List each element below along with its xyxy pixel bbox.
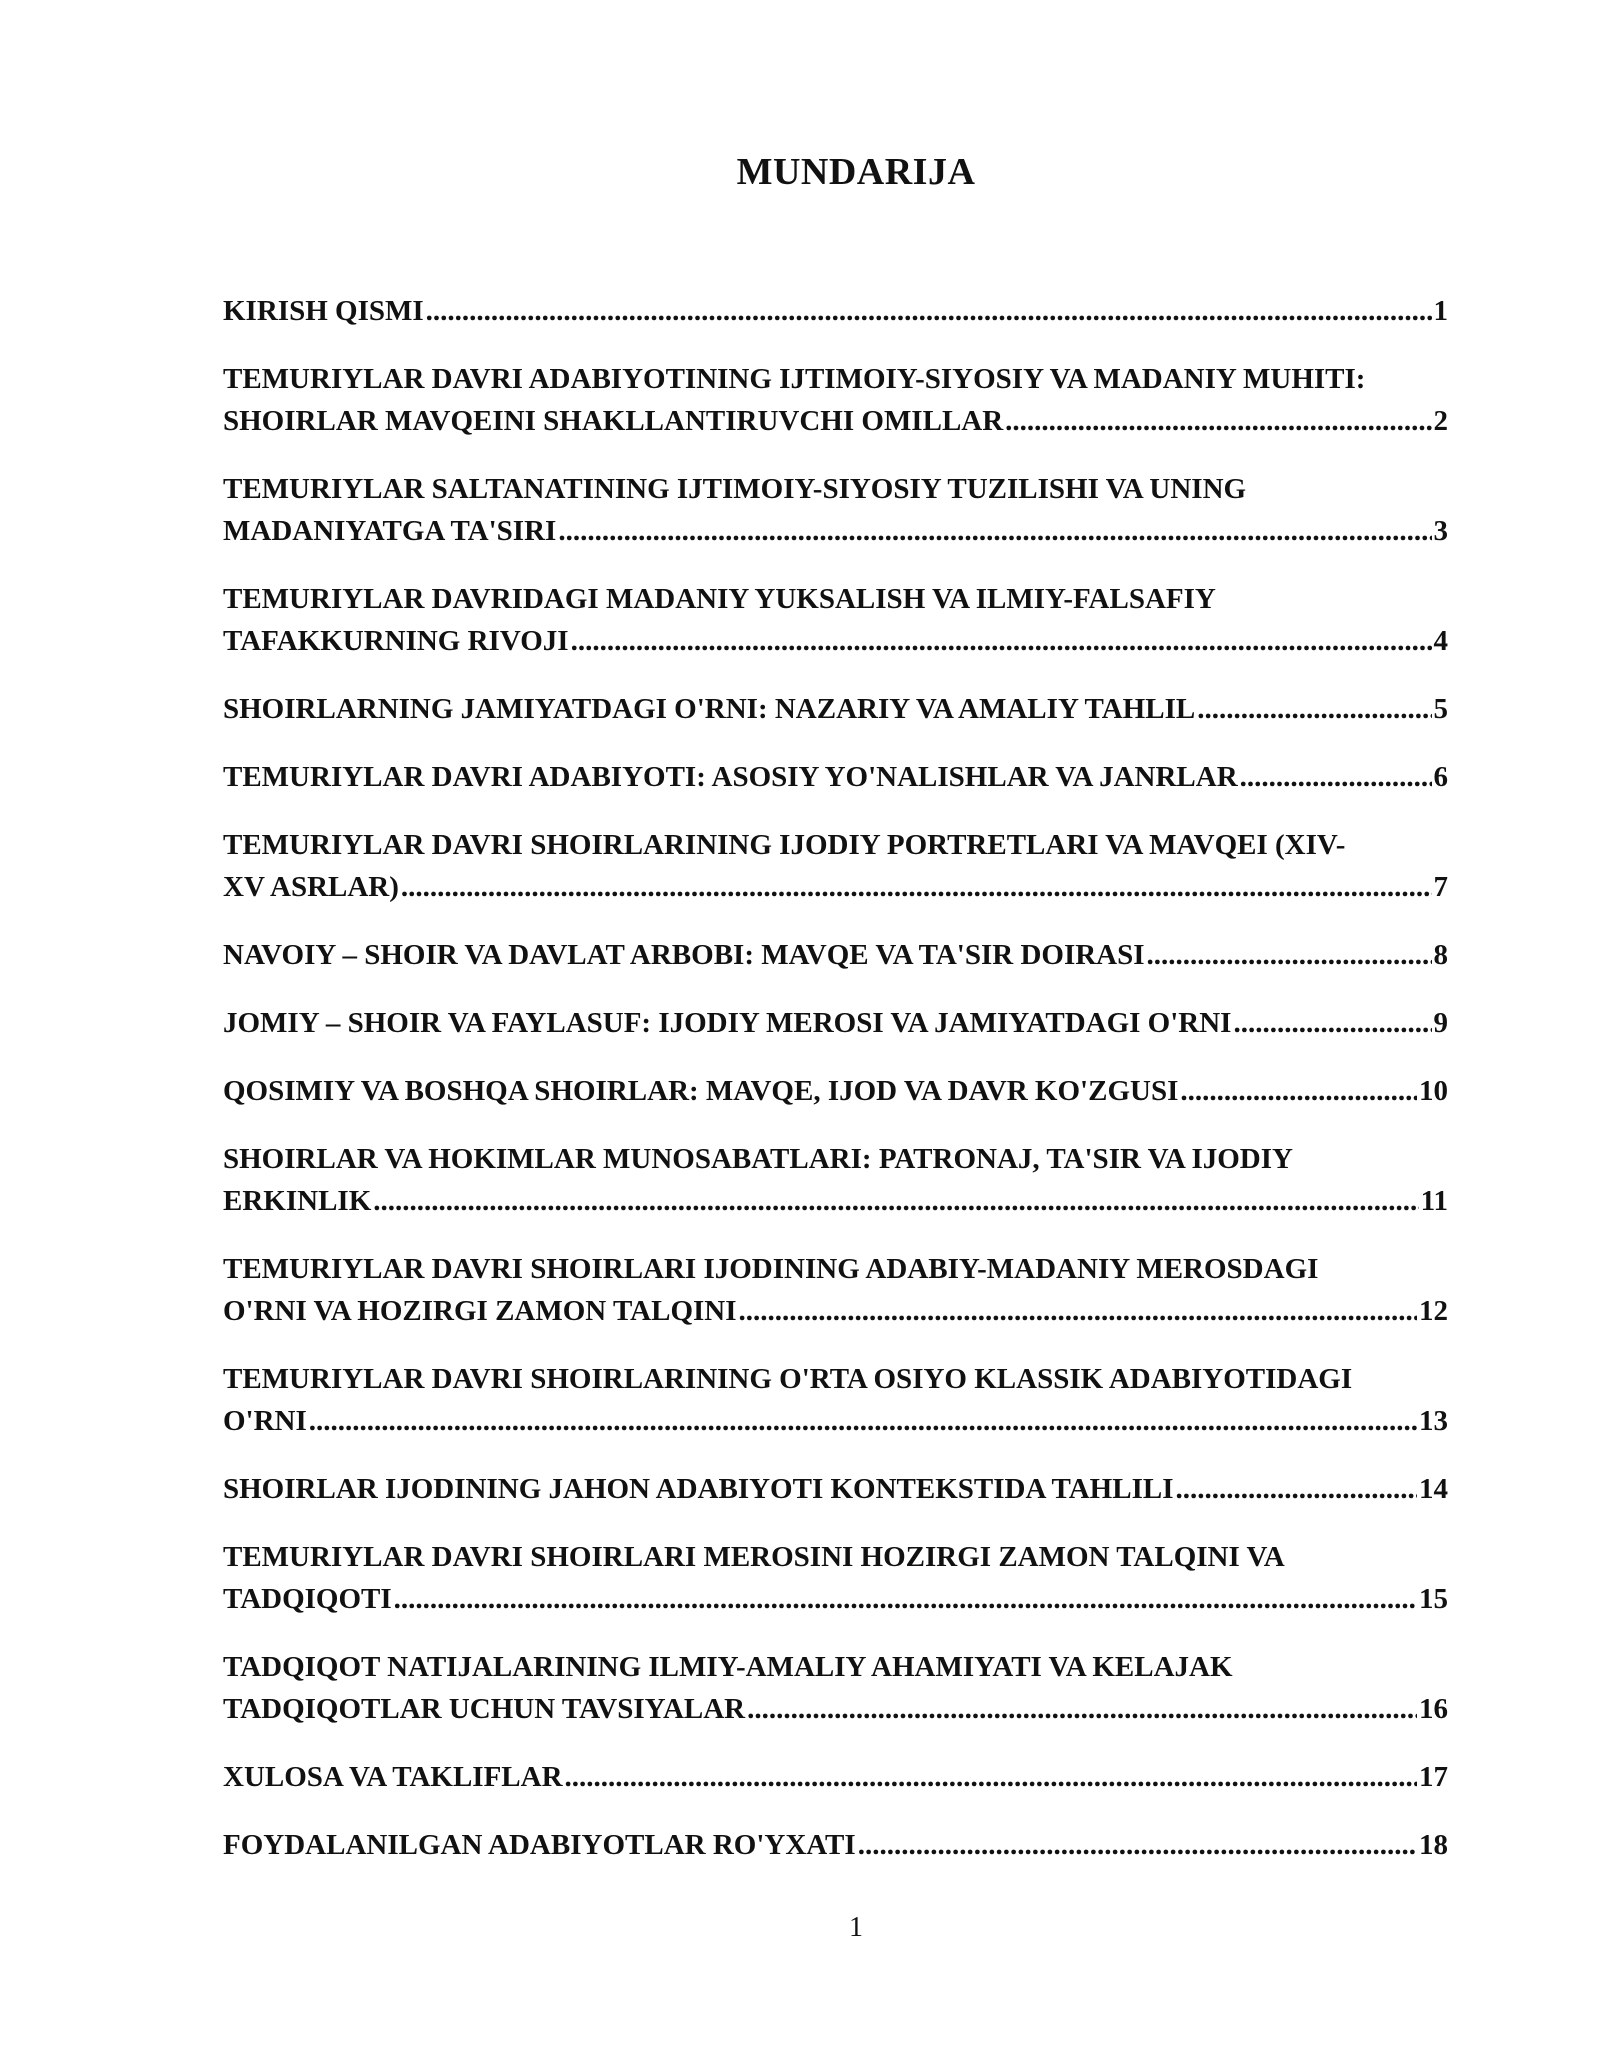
toc-entry[interactable] (223, 756, 1448, 798)
toc-entry-title: TEMURIYLAR DAVRI SHOIRLARINING O'RTA OSIYO KLASSIK ADABIYOTIDAGI (223, 1363, 1353, 1395)
toc-entry-line (223, 1180, 1448, 1222)
toc-entry-title: XULOSA VA TAKLIFLAR (223, 1761, 563, 1793)
toc-entry-title: JOMIY – SHOIR VA FAYLASUF: IJODIY MEROSI VA JAMIYATDAGI O'RNI (223, 1007, 1232, 1039)
toc-entry[interactable] (223, 578, 1448, 662)
toc-entry-line (223, 358, 1448, 400)
toc-entry-title: O'RNI VA HOZIRGI ZAMON TALQINI (223, 1295, 737, 1327)
toc-entry-title: TEMURIYLAR DAVRI SHOIRLARI IJODINING ADABIY-MADANIY MEROSDAGI (223, 1253, 1319, 1285)
toc-entry-title: TEMURIYLAR DAVRI ADABIYOTI: ASOSIY YO'NALISHLAR VA JANRLAR (223, 761, 1238, 793)
page-title: MUNDARIJA (736, 151, 976, 193)
toc-leader-dots (747, 1688, 1417, 1730)
toc-entry-line (223, 578, 1448, 620)
toc-entry-title: XV ASRLAR) (223, 871, 399, 903)
toc-page-number: 4 (1433, 625, 1448, 657)
toc-page-number: 1 (1433, 295, 1448, 327)
toc-leader-dots (401, 866, 1432, 908)
toc-leader-dots (1240, 756, 1432, 798)
toc-entry[interactable] (223, 824, 1448, 908)
toc-entry[interactable] (223, 1358, 1448, 1442)
toc-page-number: 9 (1433, 1007, 1448, 1039)
toc-entry[interactable] (223, 1138, 1448, 1222)
toc-entry-title: ERKINLIK (223, 1185, 372, 1217)
toc-entry-line (223, 510, 1448, 552)
toc-entry[interactable] (223, 1070, 1448, 1112)
toc-entry-line (223, 1756, 1448, 1798)
toc-page-number: 6 (1433, 761, 1448, 793)
toc-entry-title: TADQIQOTLAR UCHUN TAVSIYALAR (223, 1693, 746, 1725)
page-number: 1 (849, 1912, 863, 1943)
toc-entry-line (223, 1070, 1448, 1112)
toc-entry[interactable] (223, 1824, 1448, 1866)
toc-entry-line (223, 934, 1448, 976)
toc-entry-title: TADQIQOT NATIJALARINING ILMIY-AMALIY AHAMIYATI VA KELAJAK (223, 1651, 1233, 1683)
toc-leader-dots (858, 1824, 1417, 1866)
toc-leader-dots (1197, 688, 1431, 730)
toc-leader-dots (309, 1400, 1417, 1442)
toc-page-number: 12 (1419, 1295, 1448, 1327)
toc-entry-title: SHOIRLARNING JAMIYATDAGI O'RNI: NAZARIY VA AMALIY TAHLIL (223, 693, 1196, 725)
toc-entry-line (223, 1688, 1448, 1730)
toc-entry-title: TADQIQOTI (223, 1583, 392, 1615)
toc-leader-dots (1005, 400, 1431, 442)
toc-leader-dots (1176, 1468, 1417, 1510)
toc-entry-line (223, 1248, 1448, 1290)
toc-entry[interactable] (223, 1536, 1448, 1620)
toc-entry-title: KIRISH QISMI (223, 295, 424, 327)
toc-entry[interactable] (223, 290, 1448, 332)
toc-leader-dots (373, 1180, 1418, 1222)
toc-entry[interactable] (223, 1248, 1448, 1332)
toc-entry-title: TEMURIYLAR DAVRI ADABIYOTINING IJTIMOIY-SIYOSIY VA MADANIY MUHITI: (223, 363, 1366, 395)
toc-entry-title: FOYDALANILGAN ADABIYOTLAR RO'YXATI (223, 1829, 856, 1861)
toc-entry[interactable] (223, 934, 1448, 976)
toc-entry-title: TEMURIYLAR DAVRI SHOIRLARI MEROSINI HOZIRGI ZAMON TALQINI VA (223, 1541, 1285, 1573)
toc-entry-title: MADANIYATGA TA'SIRI (223, 515, 557, 547)
toc-entry-line (223, 620, 1448, 662)
toc-leader-dots (426, 290, 1432, 332)
toc-entry[interactable] (223, 1002, 1448, 1044)
toc-entry-line (223, 1468, 1448, 1510)
toc-entry-line (223, 1290, 1448, 1332)
toc-entry-title: TEMURIYLAR DAVRI SHOIRLARINING IJODIY PORTRETLARI VA MAVQEI (XIV- (223, 829, 1346, 861)
toc-entry-line (223, 1358, 1448, 1400)
toc-entry-line (223, 290, 1448, 332)
toc-entry-line (223, 1002, 1448, 1044)
toc-entry-title: TEMURIYLAR SALTANATINING IJTIMOIY-SIYOSIY TUZILISHI VA UNING (223, 473, 1247, 505)
toc-entry-title: SHOIRLAR IJODINING JAHON ADABIYOTI KONTEKSTIDA TAHLILI (223, 1473, 1174, 1505)
toc-entry-line (223, 1138, 1448, 1180)
toc-entry-line (223, 688, 1448, 730)
toc-page-number: 15 (1419, 1583, 1448, 1615)
toc-leader-dots (1147, 934, 1432, 976)
toc-page-number: 13 (1419, 1405, 1448, 1437)
toc-leader-dots (739, 1290, 1417, 1332)
toc-entry-line (223, 1536, 1448, 1578)
toc-entry-title: SHOIRLAR VA HOKIMLAR MUNOSABATLARI: PATRONAJ, TA'SIR VA IJODIY (223, 1143, 1293, 1175)
table-of-contents (223, 290, 1448, 1892)
toc-entry[interactable] (223, 1646, 1448, 1730)
toc-page-number: 3 (1433, 515, 1448, 547)
toc-leader-dots (394, 1578, 1417, 1620)
toc-page-number: 8 (1433, 939, 1448, 971)
toc-page-number: 16 (1419, 1693, 1448, 1725)
toc-entry-line (223, 824, 1448, 866)
toc-leader-dots (558, 510, 1431, 552)
toc-entry-line (223, 1578, 1448, 1620)
toc-entry-line (223, 756, 1448, 798)
toc-entry[interactable] (223, 688, 1448, 730)
toc-page-number: 14 (1419, 1473, 1448, 1505)
toc-entry-title: SHOIRLAR MAVQEINI SHAKLLANTIRUVCHI OMILLAR (223, 405, 1004, 437)
toc-entry-title: TEMURIYLAR DAVRIDAGI MADANIY YUKSALISH VA ILMIY-FALSAFIY (223, 583, 1216, 615)
toc-page-number: 7 (1433, 871, 1448, 903)
toc-page-number: 11 (1420, 1185, 1448, 1217)
toc-page-number: 17 (1419, 1761, 1448, 1793)
toc-entry-line (223, 866, 1448, 908)
toc-leader-dots (565, 1756, 1417, 1798)
toc-page-number: 2 (1433, 405, 1448, 437)
toc-entry-line (223, 468, 1448, 510)
toc-entry-line (223, 1400, 1448, 1442)
toc-page-number: 10 (1419, 1075, 1448, 1107)
toc-entry[interactable] (223, 1468, 1448, 1510)
toc-page-number: 5 (1433, 693, 1448, 725)
toc-entry-title: NAVOIY – SHOIR VA DAVLAT ARBOBI: MAVQE VA TA'SIR DOIRASI (223, 939, 1145, 971)
toc-entry-title: TAFAKKURNING RIVOJI (223, 625, 569, 657)
toc-entry-line (223, 1646, 1448, 1688)
toc-entry[interactable] (223, 358, 1448, 442)
toc-leader-dots (571, 620, 1432, 662)
toc-entry[interactable] (223, 1756, 1448, 1798)
toc-entry-line (223, 1824, 1448, 1866)
toc-leader-dots (1180, 1070, 1417, 1112)
toc-entry[interactable] (223, 468, 1448, 552)
toc-entry-line (223, 400, 1448, 442)
toc-entry-title: O'RNI (223, 1405, 307, 1437)
toc-page-number: 18 (1419, 1829, 1448, 1861)
toc-leader-dots (1233, 1002, 1431, 1044)
toc-entry-title: QOSIMIY VA BOSHQA SHOIRLAR: MAVQE, IJOD VA DAVR KO'ZGUSI (223, 1075, 1179, 1107)
